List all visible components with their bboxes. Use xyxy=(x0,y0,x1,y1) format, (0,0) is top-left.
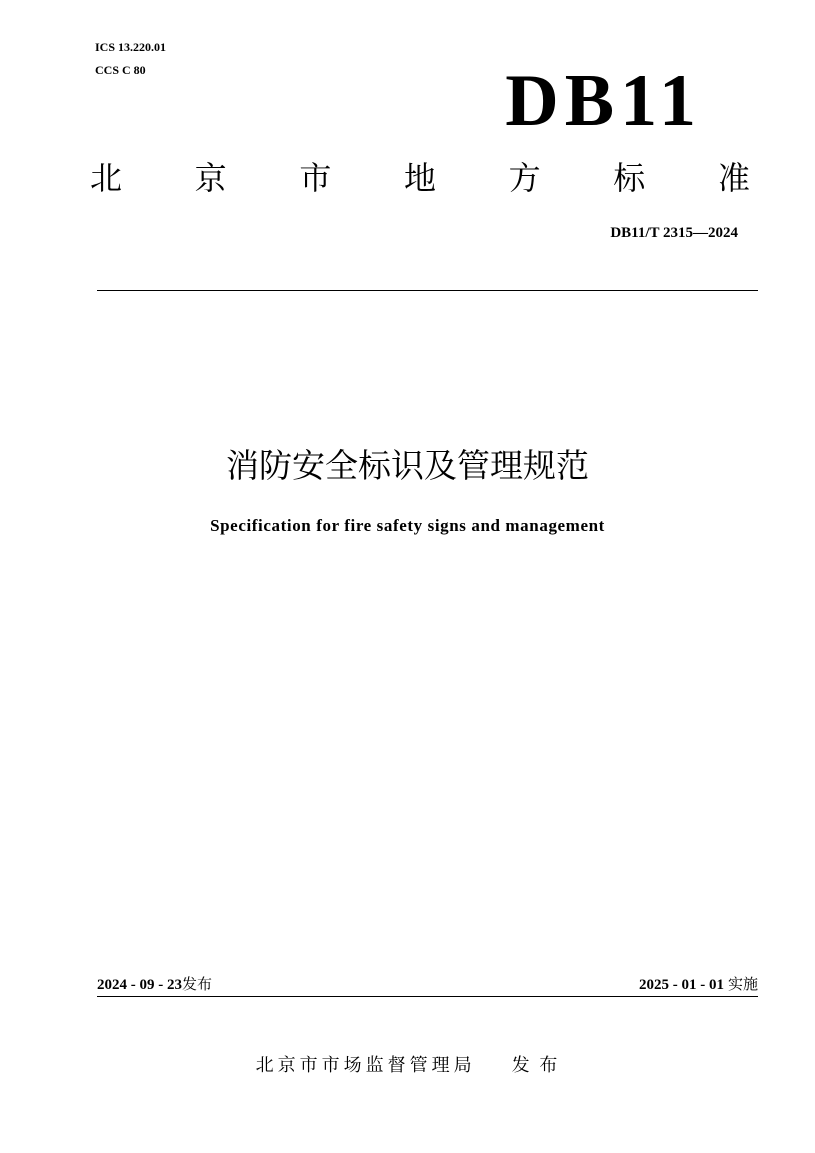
issuer-label: 发 布 xyxy=(511,1055,560,1076)
publish-date-line xyxy=(97,973,212,996)
standard-code-logo: DB11 xyxy=(505,60,702,142)
category-char: 市 xyxy=(299,159,332,197)
standard-category xyxy=(90,158,750,198)
implement-date: 2025 - 01 - 01 xyxy=(638,977,724,993)
issuer-line xyxy=(0,1054,815,1078)
category-char: 京 xyxy=(194,159,227,197)
title-chinese: 消防安全标识及管理规范 xyxy=(226,446,589,485)
category-char: 方 xyxy=(508,159,541,197)
category-char: 地 xyxy=(403,159,436,197)
bottom-divider xyxy=(97,996,758,997)
top-divider xyxy=(97,290,758,291)
ics-code: ICS 13.220.01 xyxy=(95,40,167,54)
standard-number: DB11/T 2315—2024 xyxy=(610,225,738,241)
publish-date: 2024 - 09 - 23 xyxy=(97,977,182,993)
ccs-code: CCS C 80 xyxy=(95,63,146,77)
implement-date-line xyxy=(639,973,758,996)
category-char: 标 xyxy=(613,159,646,197)
title-english: Specification for fire safety signs and management xyxy=(210,516,605,535)
publish-label: 发布 xyxy=(182,975,213,993)
implement-label: 实施 xyxy=(727,975,758,993)
category-char: 准 xyxy=(717,159,750,197)
issuer-name: 北京市市场监督管理局 xyxy=(255,1055,476,1076)
category-char: 北 xyxy=(90,159,123,197)
